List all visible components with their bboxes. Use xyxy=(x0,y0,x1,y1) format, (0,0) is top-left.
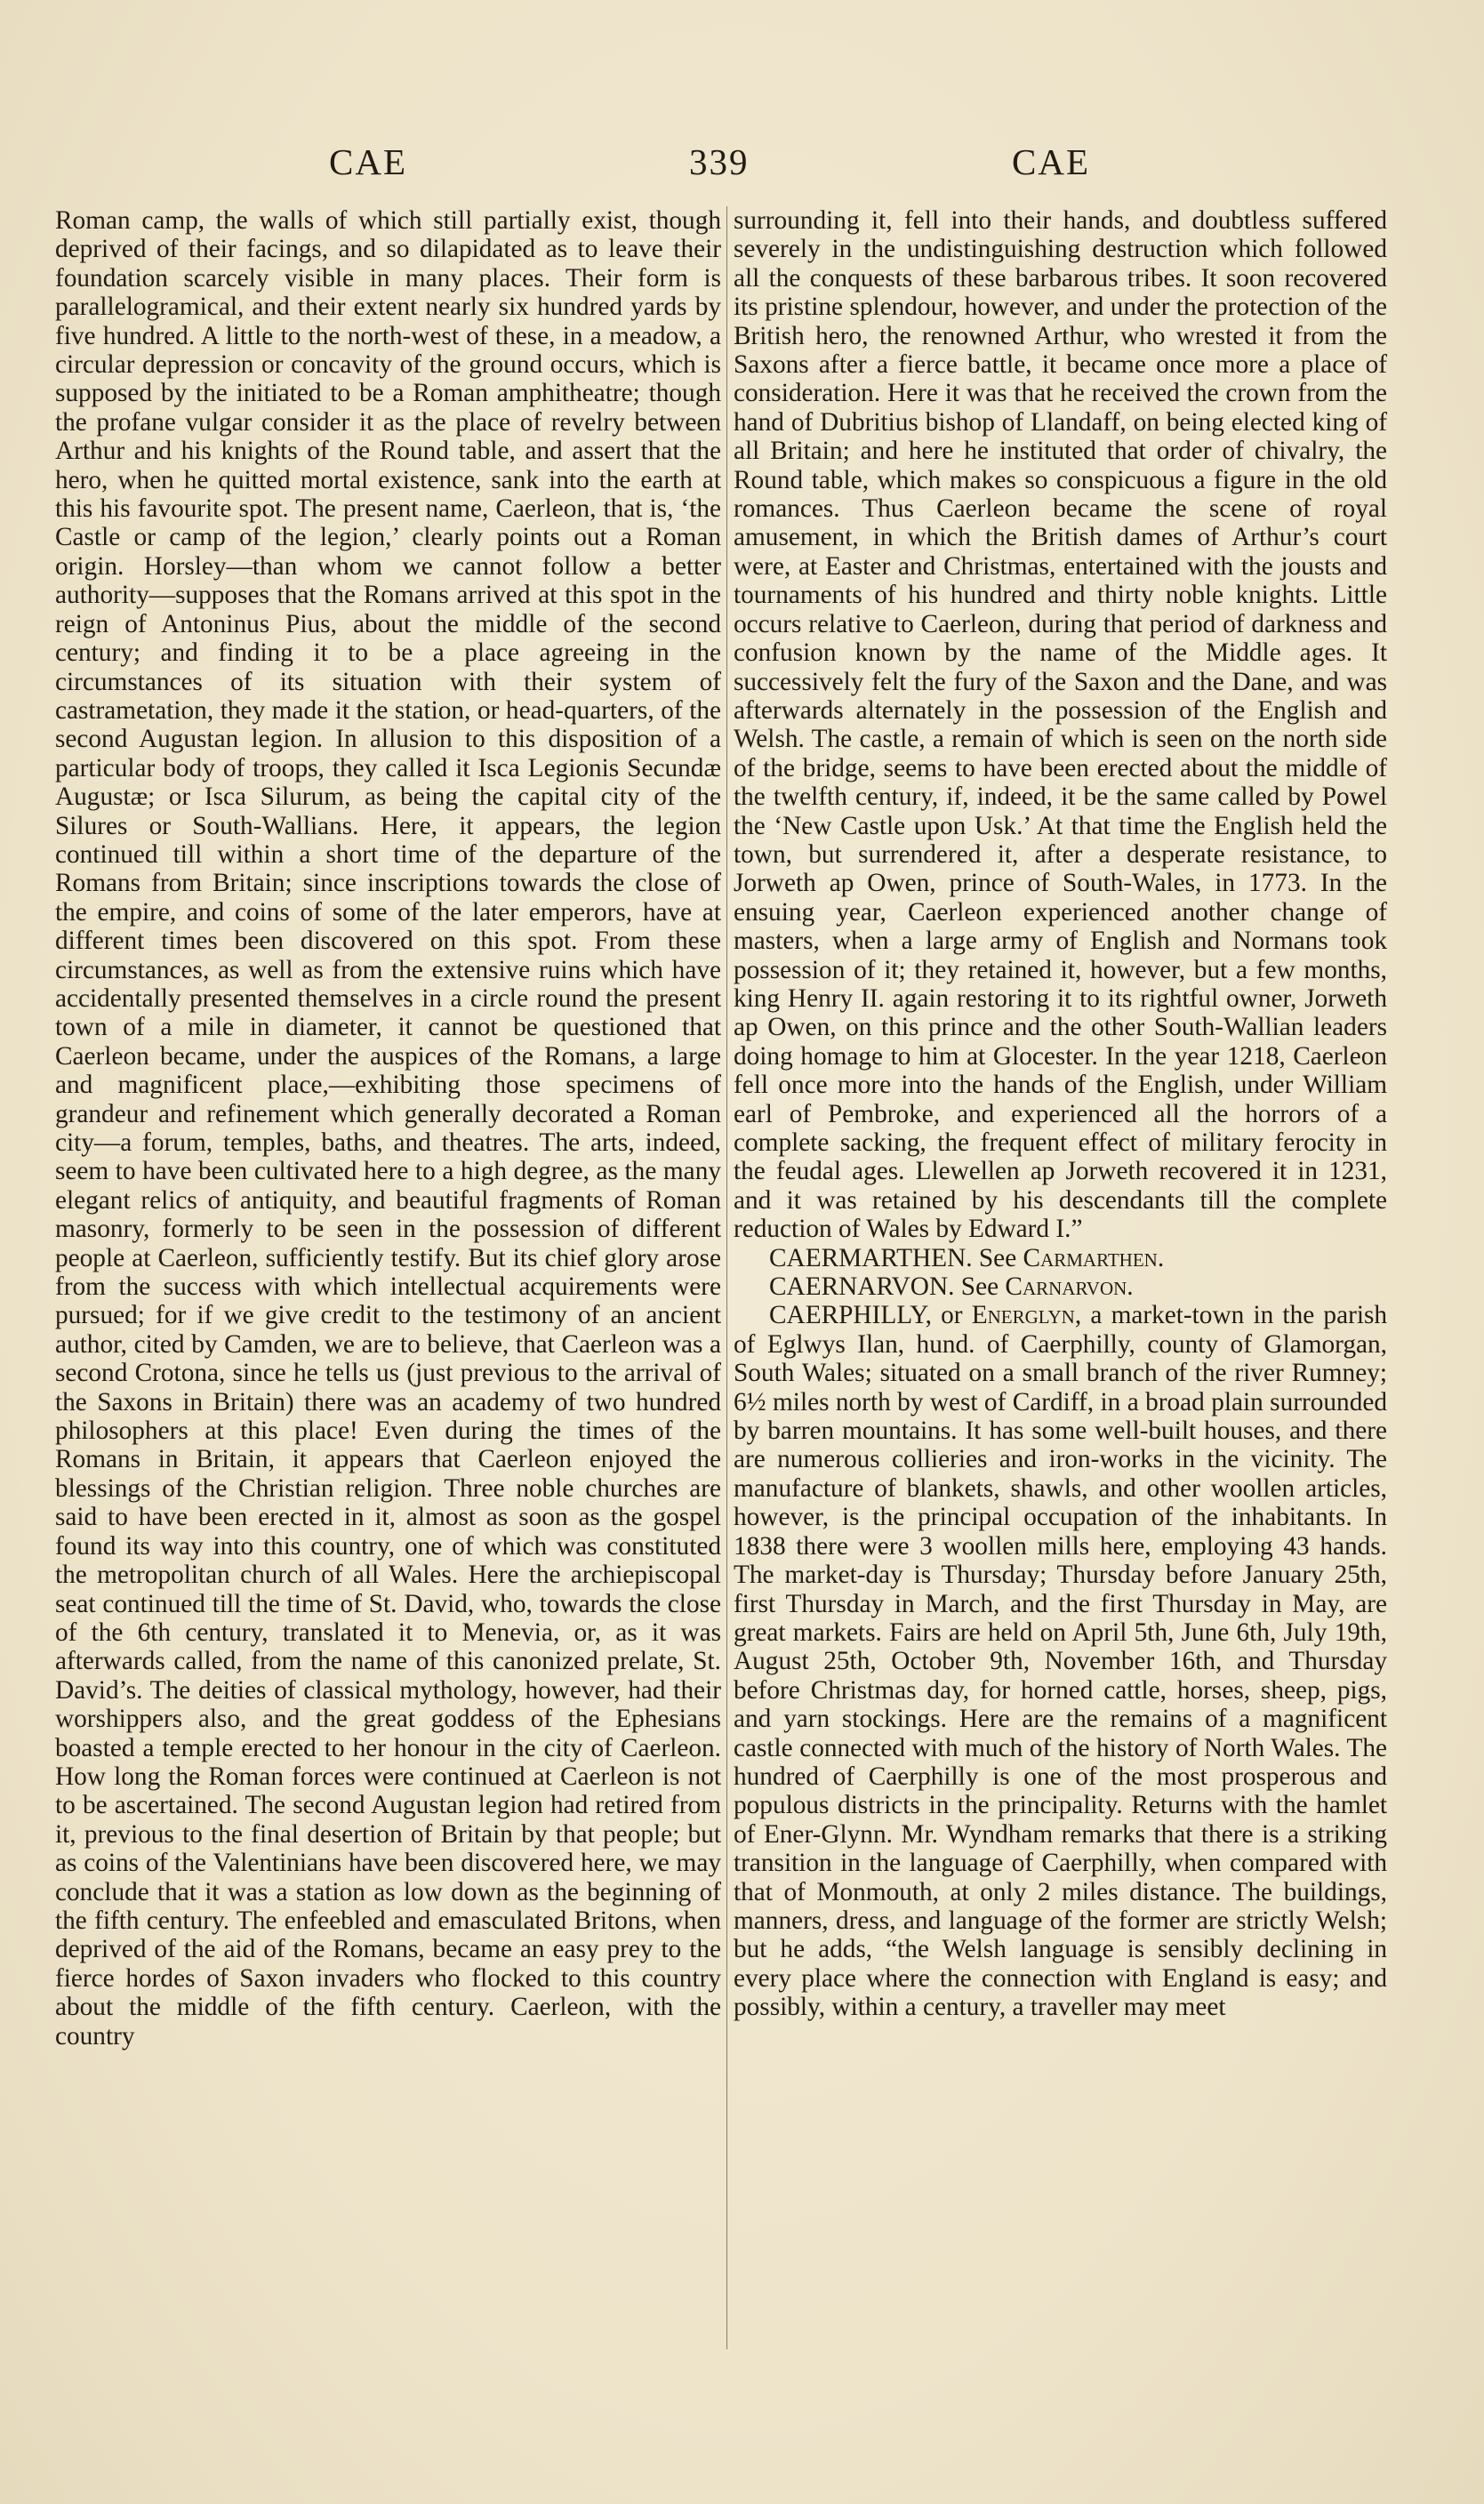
caerleon-continuation-text-right: surrounding it, fell into their hands, and doubtless suffered severely in the undistinguishing destruction which followed all the conquests of these barbarous tribes. It soon recovered its pristine splendour, however, and under the protection of the British hero, the renowned Arthur, who wrested it from the Saxons after a fierce battle, it became once more a place of consideration. Here it was that he received the crown from the hand of Dubritius bishop of Llandaff, on being elected king of all Britain; and here he instituted that order of chivalry, the Round table, which makes so conspicuous a figure in the old romances. Thus Caerleon became the scene of royal amusement, in which the British dames of Arthur’s court were, at Easter and Christmas, entertained with the jousts and tournaments of his hundred and thirty noble knights. Little occurs relative to Caerleon, during that period of darkness and confusion known by the name of the Middle ages. It successively felt the fury of the Saxon and the Dane, and was afterwards alternately in the possession of the English and Welsh. The castle, a remain of which is seen on the north side of the bridge, seems to have been erected about the middle of the twelfth century, if, indeed, it be the same called by Powel the ‘New Castle upon Usk.’ At that time the English held the town, but surrendered it, after a desperate resistance, to Jorweth ap Owen, prince of South-Wales, in 1773. In the ensuing year, Caerleon experienced another change of masters, when a large army of English and Normans took possession of it; they retained it, however, but a few months, king Henry II. again restoring it to its rightful owner, Jorweth ap Owen, on this prince and the other South-Wallian leaders doing homage to him at Glocester. In the year 1218, Caerleon fell once more into the hands of the English, under William earl of Pembroke, and experienced all the horrors of a complete sacking, the frequent effect of military ferocity in the feudal ages. Llewellen ap Jorweth recovered it in 1231, and it was retained by his descendants till the complete reduction of Wales by Edward I.” xyxy=(734,206,1387,1244)
alternate-name: Energlyn, xyxy=(971,1301,1082,1330)
running-head xyxy=(0,140,1484,185)
entry-caerphilly xyxy=(734,1301,1387,2021)
left-column xyxy=(55,206,721,2051)
caerleon-continuation-text: Roman camp, the walls of which still partially exist, though deprived of their facings, and so dilapidated as to leave their foundation scarcely visible in many places. Their form is parallelogramical, and their extent nearly six hundred yards by five hundred. A little to the north-west of these, in a meadow, a circular depression or concavity of the ground occurs, which is supposed by the initiated to be a Roman amphitheatre; though the profane vulgar consider it as the place of revelry between Arthur and his knights of the Round table, and assert that the hero, when he quitted mortal existence, sank into the earth at this his favourite spot. The present name, Caerleon, that is, ‘the Castle or camp of the legion,’ clearly points out a Roman origin. Horsley—than whom we cannot follow a better authority—supposes that the Romans arrived at this spot in the reign of Antoninus Pius, about the middle of the second century; and finding it to be a place agreeing in the circumstances of its situation with their system of castrametation, they made it the station, or head-quarters, of the second Augustan legion. In allusion to this disposition of a particular body of troops, they called it Isca Legionis Secundæ Augustæ; or Isca Silurum, as being the capital city of the Silures or South-Wallians. Here, it appears, the legion continued till within a short time of the departure of the Romans from Britain; since inscriptions towards the close of the empire, and coins of some of the later emperors, have at different times been discovered on this spot. From these circumstances, as well as from the extensive ruins which have accidentally presented themselves in a circle round the present town of a mile in diameter, it cannot be questioned that Caerleon became, under the auspices of the Romans, a large and magnificent place,—exhibiting those specimens of grandeur and refinement which generally decorated a Roman city—a forum, temples, baths, and theatres. The arts, indeed, seem to have been cultivated here to a high degree, as the many elegant relics of antiquity, and beautiful fragments of Roman masonry, formerly to be seen in the possession of different people at Caerleon, sufficiently testify. But its chief glory arose from the success with which intellectual acquirements were pursued; for if we give credit to the testimony of an ancient author, cited by Camden, we are to believe, that Caerleon was a second Crotona, since he tells us (just previous to the arrival of the Saxons in Britain) there was an academy of two hundred philosophers at this place! Even during the times of the Romans in Britain, it appears that Caerleon enjoyed the blessings of the Christian religion. Three noble churches are said to have been erected in it, almost as soon as the gospel found its way into this country, one of which was constituted the metropolitan church of all Wales. Here the archiepiscopal seat continued till the time of St. David, who, towards the close of the 6th century, translated it to Menevia, or, as it was afterwards called, from the name of this canonized prelate, St. David’s. The deities of classical mythology, however, had their worshippers also, and the great goddess of the Ephesians boasted a temple erected to her honour in the city of Caerleon. How long the Roman forces were continued at Caerleon is not to be ascertained. The second Augustan legion had retired from it, previous to the final desertion of Britain by that people; but as coins of the Valentinians have been discovered here, we may conclude that it was a station as low down as the beginning of the fifth century. The enfeebled and emasculated Britons, when deprived of the aid of the Romans, became an easy prey to the fierce hordes of Saxon invaders who flocked to this country about the middle of the fifth century. Caerleon, with the country xyxy=(55,206,721,2051)
right-column xyxy=(734,206,1387,2022)
entry-caermarthen xyxy=(734,1244,1387,1272)
running-head-left: CAE xyxy=(329,141,407,182)
entry-headword: CAERPHILLY, xyxy=(769,1301,932,1330)
entry-caernarvon xyxy=(734,1272,1387,1301)
entry-body-text: a market-town in the parish of Eglwys Ilan, hund. of Caerphilly, county of Glamorgan, South Wales; situated on a small branch of the river Rumney; 6½ miles north by west of Cardiff, in a broad plain surrounded by barren mountains. It has some well-built houses, and there are numerous collieries and iron-works in the vicinity. The manufacture of blankets, shawls, and other woollen articles, however, is the principal occupation of the inhabitants. In 1838 there were 3 woollen mills here, employing 43 hands. The market-day is Thursday; Thursday before January 25th, first Thursday in March, and the first Thursday in May, are great markets. Fairs are held on April 5th, June 6th, July 19th, August 25th, October 9th, November 16th, and Thursday before Christmas day, for horned cattle, horses, sheep, pigs, and yarn stockings. Here are the remains of a magnificent castle connected with much of the history of North Wales. The hundred of Caerphilly is one of the most prosperous and populous districts in the principality. Returns with the hamlet of Ener-Glynn. Mr. Wyndham remarks that there is a striking transition in the language of Caerphilly, when compared with that of Monmouth, at only 2 miles distance. The buildings, manners, dress, and language of the former are strictly Welsh; but he adds, “the Welsh language is sensibly declining in every place where the connection with England is easy; and possibly, within a century, a traveller may meet xyxy=(734,1301,1388,2022)
see-prefix: See xyxy=(978,1243,1017,1272)
column-divider xyxy=(726,206,727,2349)
or-word: or xyxy=(941,1301,963,1330)
cross-reference: Carnarvon. xyxy=(1005,1272,1134,1302)
entry-headword: CAERNARVON. xyxy=(769,1272,955,1302)
cross-reference: Carmarthen. xyxy=(1023,1243,1165,1272)
see-prefix: See xyxy=(960,1272,999,1302)
page-number: 339 xyxy=(689,141,750,182)
running-head-right: CAE xyxy=(1012,141,1090,182)
entry-headword: CAERMARTHEN. xyxy=(769,1243,973,1272)
